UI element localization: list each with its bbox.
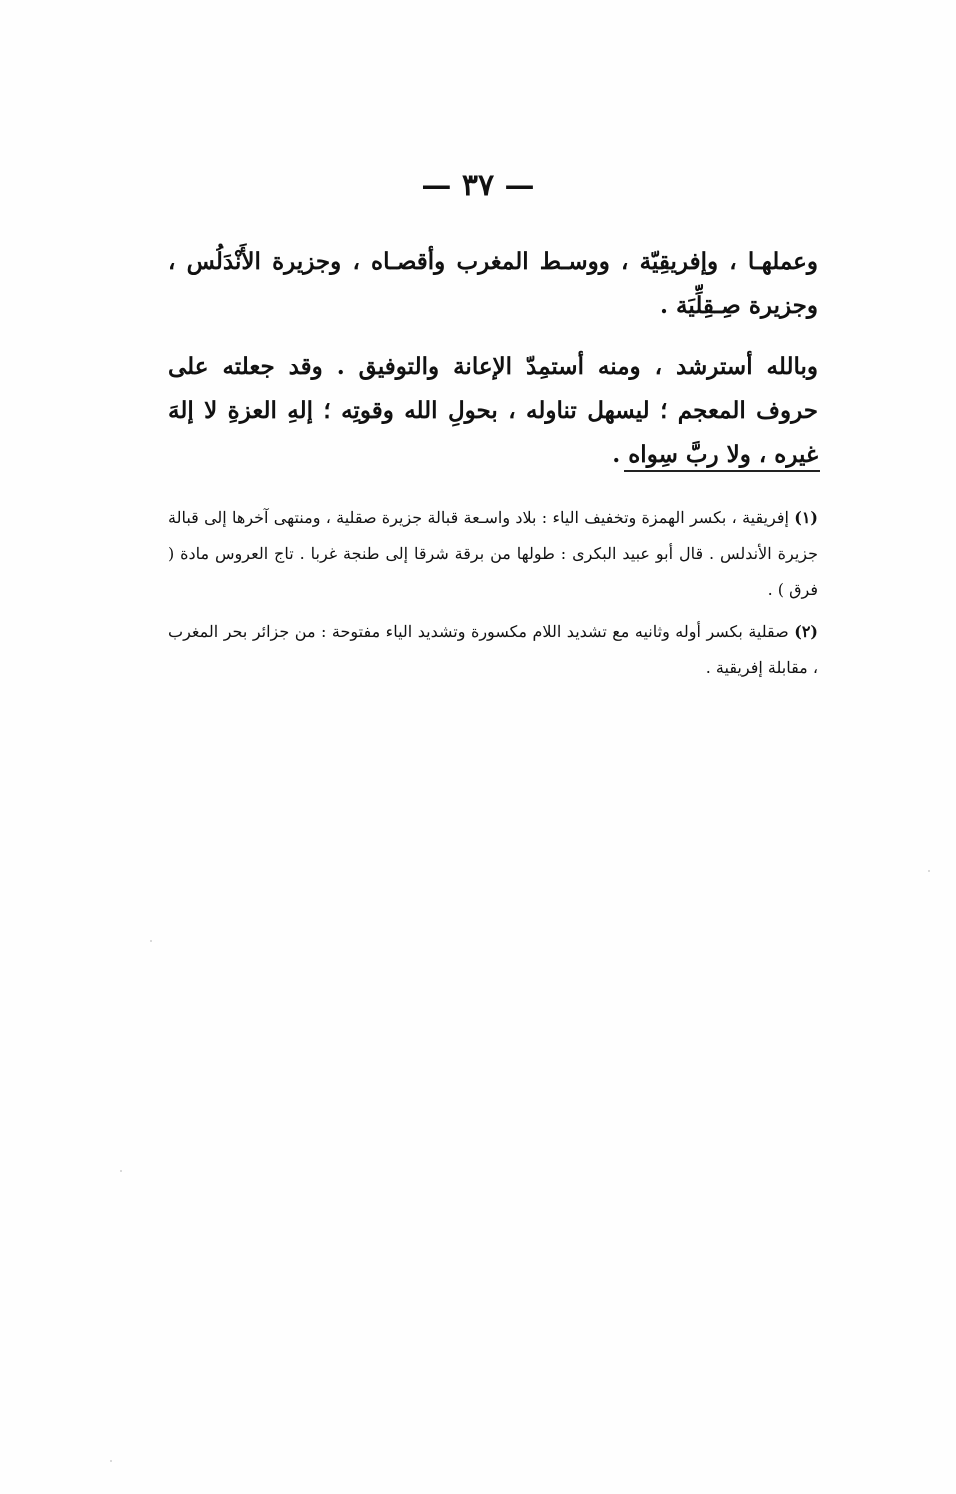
body-paragraph-2: وبالله أسترشد ، ومنه أستمِدّ الإعانة والتوفيق . وقد جعلته على حروف المعجم ؛ ليسهل تناوله ، بحولِ الله وقوتِه ؛ إلهِ العزةِ لا إلهَ غيره ، ولا ربَّ سِواه . — [168, 353, 818, 468]
main-text — [168, 240, 818, 494]
footnote-2-number: (٢) — [794, 622, 818, 641]
footnote-2-text: صقلية بكسر أوله وثانيه مع تشديد اللام مكسورة وتشديد الياء مفتوحة : من جزائر بحر المغرب ، مقابلة إفريقية . — [168, 622, 818, 677]
footnote-divider — [624, 470, 820, 472]
page-number: — ٣٧ — — [421, 168, 535, 203]
scan-speck — [120, 1170, 122, 1172]
scan-speck — [150, 940, 152, 942]
scan-speck — [928, 870, 930, 872]
footnote-1-number: (١) — [794, 508, 818, 527]
footnotes — [168, 500, 818, 692]
footnote-1 — [168, 500, 818, 608]
scan-speck — [110, 1460, 112, 1462]
body-paragraph-1: وعملهـا ، وإفريقِيّة ، ووسـط المغرب وأقصـاه ، وجزيرة الأَنْدَلُس ، وجزيرة صِـقِلِّيَة . — [168, 248, 818, 319]
footnote-2 — [168, 614, 818, 686]
footnote-1-text: إفريقية ، بكسر الهمزة وتخفيف الياء : بلاد واسـعة قبالة جزيرة صقلية ، ومنتهى آخرها إلى قبالة جزيرة الأندلس . قال أبو عبيد البكرى : طولها من برقة شرقا إلى طنجة غربا . تاج العروس مادة ( فرق ) . — [168, 508, 818, 599]
